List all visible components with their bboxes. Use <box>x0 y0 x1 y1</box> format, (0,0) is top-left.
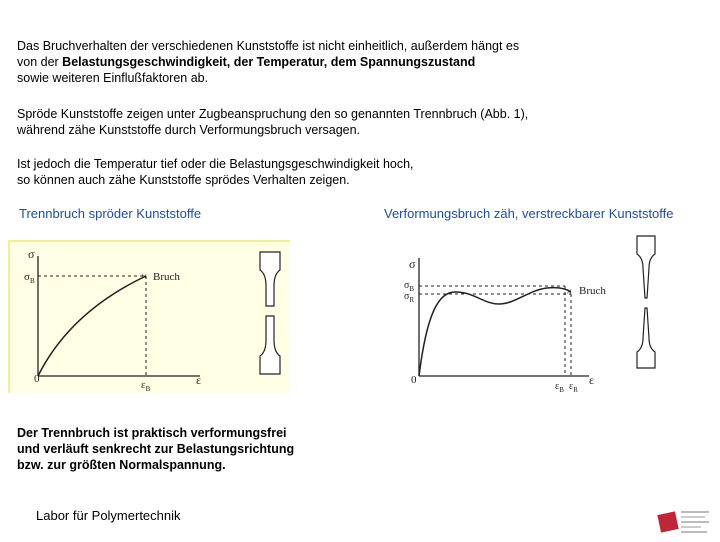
brittle-line-2: während zähe Kunststoffe durch Verformungsbruch versagen. <box>17 123 361 137</box>
sigma-r-label: $\sigma_R$ <box>404 291 415 304</box>
break-label: Bruch <box>153 271 180 283</box>
fracture-note <box>17 425 294 473</box>
brittle-curve <box>38 276 146 376</box>
origin-label: 0 <box>34 373 40 385</box>
sigma-b-label: $\sigma_B$ <box>24 271 35 285</box>
eps-r-label: $\varepsilon_R$ <box>569 381 578 394</box>
brittle-stress-strain-diagram <box>10 242 290 393</box>
y-axis-label: σ <box>409 257 416 271</box>
intro-line-2-bold: Belastungsgeschwindigkeit, der Temperatur, dem Spannungszustand <box>62 55 476 69</box>
caption-brittle-fracture: Trennbruch spröder Kunststoffe <box>19 206 202 221</box>
intro-line-1: Das Bruchverhalten der verschiedenen Kunststoffe ist nicht einheitlich, außerdem hängt es <box>17 39 520 53</box>
ductile-stress-strain-diagram <box>395 232 695 397</box>
university-logo-icon <box>655 505 713 537</box>
caption-ductile-fracture: Verformungsbruch zäh, verstreckbarer Kunststoffe <box>384 206 674 221</box>
note-line-3: bzw. zur größten Normalspannung. <box>17 458 226 472</box>
break-marker-icon: × <box>566 286 573 298</box>
note-line-1: Der Trennbruch ist praktisch verformungsfrei <box>17 426 287 440</box>
sigma-b-label: $\sigma_B$ <box>404 280 415 293</box>
intro-line-2-prefix: von der <box>17 55 63 69</box>
specimen-lower-half <box>260 316 280 374</box>
break-marker-icon: × <box>141 271 148 283</box>
note-line-2: und verläuft senkrecht zur Belastungsrichtung <box>17 442 295 456</box>
temperature-line-1: Ist jedoch die Temperatur tief oder die Belastungsgeschwindigkeit hoch, <box>17 157 414 171</box>
y-axis-label: σ <box>28 247 35 261</box>
temperature-paragraph <box>17 156 414 188</box>
specimen-lower-part <box>637 308 655 368</box>
ductile-fracture-figure <box>395 232 695 397</box>
intro-paragraph <box>17 38 519 86</box>
ductile-curve <box>419 288 571 376</box>
specimen-upper-half <box>260 252 280 306</box>
x-axis-label: ε <box>589 373 595 387</box>
intro-line-3: sowie weiteren Einflußfaktoren ab. <box>17 71 209 85</box>
origin-label: 0 <box>411 374 417 386</box>
footer-lab-name: Labor für Polymertechnik <box>36 508 181 523</box>
brittle-line-1: Spröde Kunststoffe zeigen unter Zugbeanspruchung den so genannten Trennbruch (Abb. 1), <box>17 107 529 121</box>
brittle-paragraph <box>17 106 528 138</box>
specimen-upper-part <box>637 236 655 298</box>
x-axis-label: ε <box>196 373 202 387</box>
eps-b-label: $\varepsilon_B$ <box>555 381 564 394</box>
eps-b-label: $\varepsilon_B$ <box>141 379 151 393</box>
break-label: Bruch <box>579 285 606 297</box>
temperature-line-2: so können auch zähe Kunststoffe sprödes Verhalten zeigen. <box>17 173 350 187</box>
brittle-fracture-figure <box>8 240 290 393</box>
